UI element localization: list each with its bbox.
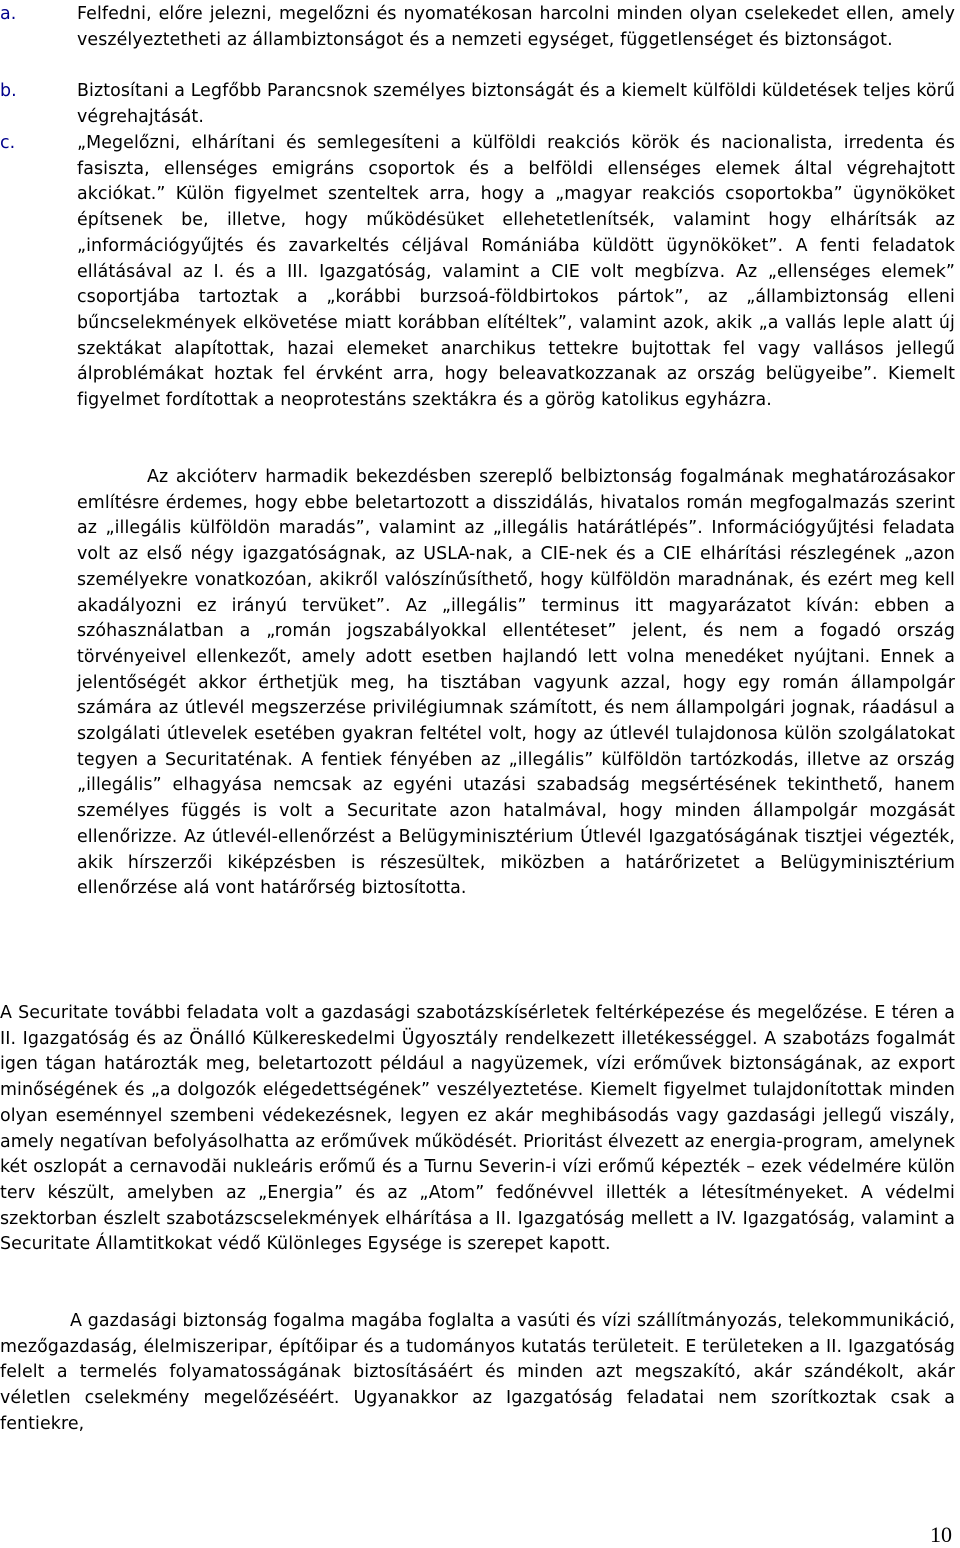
list-item-b xyxy=(0,79,955,130)
list-item-text: „Megelőzni, elhárítani és semlegesíteni a külföldi reakciós körök és nacionalista, irredenta és fasiszta, ellenséges emigráns csoportok és a belföldi ellenséges elemek által végrehajtott akciókat.” Külön figyelmet szenteltek arra, hogy a „magyar reakciós csoportokba” ügynököket építsenek be, illetve, hogy működésüket ellehetetlenítsék, valamint hogy elhárítsák az „információgyűjtés és zavarkeltés céljával Romániába küldött ügynököket”. A fenti feladatok ellátásával az I. és a III. Igazgatóság, valamint a CIE volt megbízva. Az „ellenséges elemek” csoportjába tartoztak a „korábbi burzsoá-földbirtokos pártok”, az „állambiztonság elleni bűncselekmények elkövetése miatt korábban elítéltek”, valamint azok, akik „a vallás leple alatt új szektákat alapítottak, hazai elemeket anarchikus tettekre bujtottak fel vagy vallásos jellegű álproblémákat hoztak fel érvként arra, hogy beleavatkozzanak az ország belügyeibe”. Kiemelt figyelmet fordítottak a neoprotestáns szektákra és a görög katolikus egyházra. xyxy=(77,133,955,411)
list-item-text: Felfedni, előre jelezni, megelőzni és nyomatékosan harcolni minden olyan cselekedet ellen, amely veszélyeztetheti az állambiztonságot és a nemzeti egységet, függetlenséget és biztonságot. xyxy=(77,4,955,50)
list-item-text: Biztosítani a Legfőbb Parancsnok személyes biztonságát és a kiemelt külföldi küldetések teljes körű végrehajtását. xyxy=(77,81,955,127)
page-number: 10 xyxy=(930,1522,952,1547)
paragraph: A Securitate további feladata volt a gazdasági szabotázskísérletek feltérképezése és megelőzése. E téren a II. Igazgatóság és az Önálló Külkereskedelmi Ügyosztály rendelkezett illetékességgel. A szabotázs fogalmát igen tágan határozták meg, beletartozott például a nagyüzemek, vízi erőművek biztonságának, az export minőségének és „a dolgozók elégedettségének” veszélyeztetése. Kiemelt figyelmet tulajdonítottak minden olyan eseménnyel szembeni védekezésnek, legyen ez akár meghibásodás vagy gazdasági jellegű viszály, amely negatívan befolyásolhatta az erőművek működését. Prioritást élvezett az energia-program, amelynek két oszlopát a cernavodăi nukleáris erőmű és a Turnu Severin-i vízi erőmű képezték – ezek védelmére külön terv készült, amelyben az „Energia” és az „Atom” fedőnévvel illették a létesítményeket. A védelmi szektorban észlelt szabotázscselekmények elhárítása a II. Igazgatóság mellett a IV. Igazgatóság, valamint a Securitate Államtitkokat védő Különleges Egysége is szerepet kapott. xyxy=(0,1003,955,1255)
list-item-c xyxy=(0,131,955,414)
list-item-a xyxy=(0,2,955,53)
indented-paragraph: Az akcióterv harmadik bekezdésben szereplő belbiztonság fogalmának meghatározásakor említésre érdemes, hogy ebbe beletartozott a disszidálás, hivatalos román megfogalmazás szerint az „illegális külföldön maradás”, valamint az „illegális határátlépés”. Információgyűjtési feladata volt az első négy igazgatóságnak, az USLA-nak, a CIE-nek és a CIE elhárítási részlegének „azon személyekre vonatkozóan, akikről valószínűsíthető, hogy külföldön maradnának, és ezért meg kell akadályozni ez irányú tervüket”. Az „illegális” terminus itt magyarázatot kíván: ebben a szóhasználatban a „román jogszabályokkal ellentéteset” jelent, és nem a fogadó ország törvényeivel ellenkezőt, amely adott esetben hajlandó lett volna menedéket nyújtani. Ennek a jelentőségét akkor érthetjük meg, ha tisztában vagyunk azzal, hogy egy román állampolgár számára az útlevél megszerzése privilégiumnak számított, és nem állampolgári jognak, ráadásul a szolgálati útlevelek esetében gyakran feltétel volt, hogy az útlevél tulajdonosa külön szolgálatokat tegyen a Securitaténak. A fentiek fényében az „illegális” külföldön tartózkodás, illetve az ország „illegális” elhagyása nemcsak az egyéni utazási szabadság megsértésének tekinthető, hanem személyes függés is volt a Securitate azon hatalmával, hogy minden állampolgár mozgását ellenőrizze. Az útlevél-ellenőrzést a Belügyminisztérium Útlevél Igazgatóságának tisztjei végezték, akik hírszerzői kiképzésben is részesültek, miközben a határőrizetet a Belügyminisztérium ellenőrzése alá vont határőrség biztosította. xyxy=(77,467,955,899)
list-marker: b. xyxy=(0,81,17,101)
paragraph: A gazdasági biztonság fogalma magába foglalta a vasúti és vízi szállítmányozás, telekommunikáció, mezőgazdaság, élelmiszeripar, építőipar és a tudományos kutatás területeit. E területeken a II. Igazgatóság felelt a termelés folyamatosságának biztosításáért és minden azt megszakító, akár szándékolt, akár véletlen cselekmény megelőzéséért. Ugyanakkor az Igazgatóság feladatai nem szorítkoztak csak a fentiekre, xyxy=(0,1311,955,1434)
list-marker: a. xyxy=(0,4,17,24)
list-marker: c. xyxy=(0,133,16,153)
